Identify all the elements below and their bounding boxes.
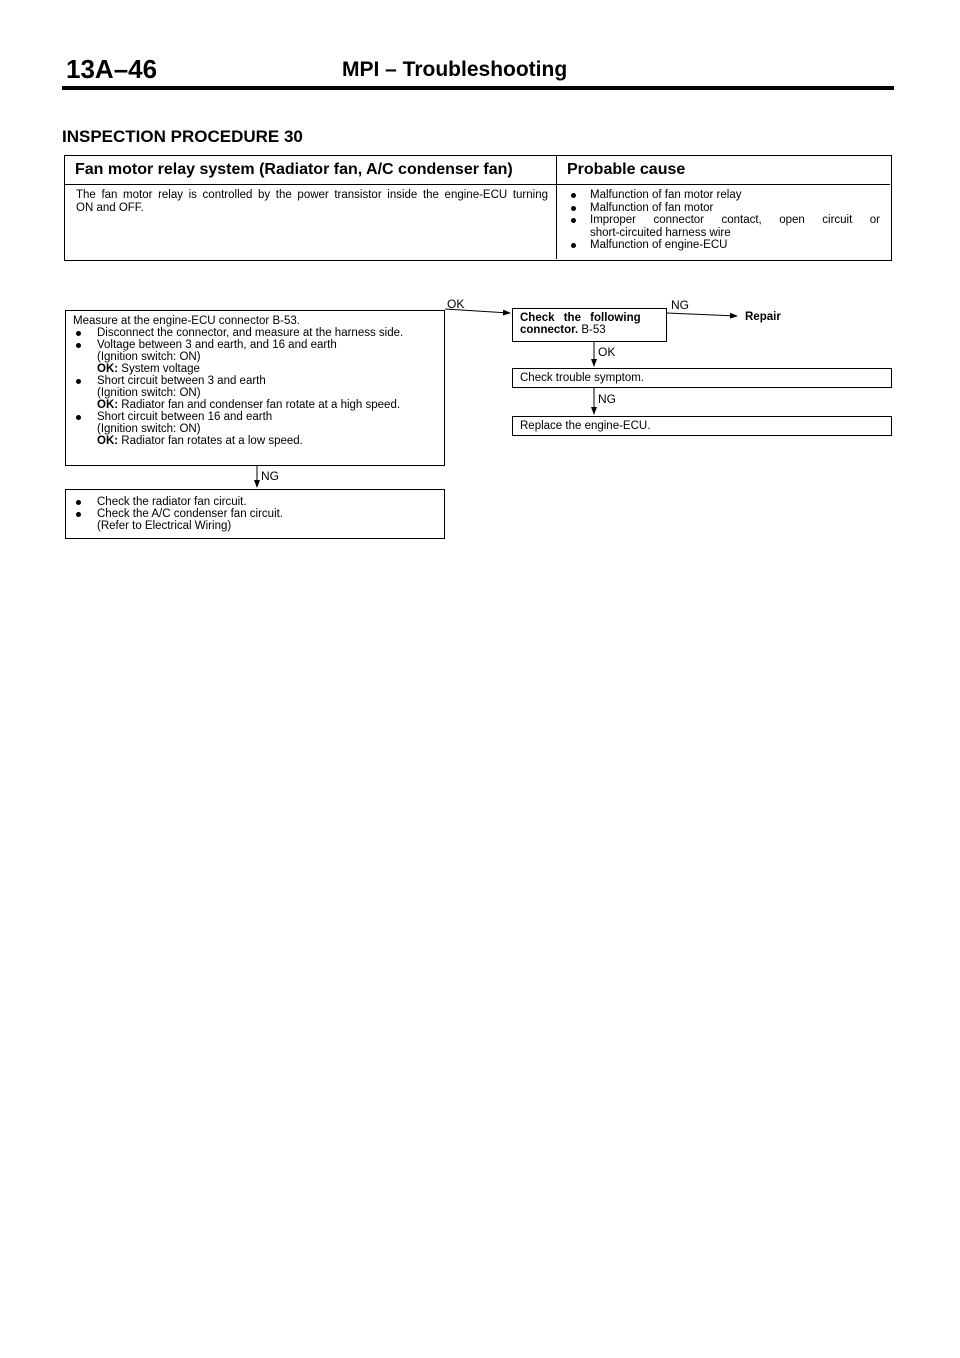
bullet-icon: [76, 500, 81, 505]
measure-ok: OK: System voltage: [97, 363, 200, 375]
connector-check-line: Check the following: [520, 312, 641, 324]
ng-label: NG: [598, 392, 616, 406]
cause-item: Malfunction of fan motor: [567, 202, 880, 215]
cause-continuation: short-circuited harness wire: [590, 226, 731, 239]
check-item: Check the A/C condenser fan circuit.: [73, 508, 438, 520]
bullet-icon: [76, 331, 81, 336]
trouble-symptom-box: Check trouble symptom.: [512, 368, 892, 388]
cause-item: Malfunction of fan motor relay: [567, 189, 880, 202]
page-title: MPI – Troubleshooting: [342, 58, 568, 81]
replace-ecu-box: Replace the engine-ECU.: [512, 416, 892, 436]
measure-step: Short circuit between 3 and earth: [73, 375, 438, 387]
bullet-icon: [76, 415, 81, 420]
wiring-note: (Refer to Electrical Wiring): [97, 520, 232, 532]
bullet-icon: [76, 343, 81, 348]
measure-step: Voltage between 3 and earth, and 16 and earth: [73, 339, 438, 351]
cause-item: Improper connector contact, open circuit or: [567, 214, 880, 227]
measure-condition: (Ignition switch: ON): [97, 387, 201, 399]
bullet-icon: [76, 379, 81, 384]
description-line: The fan motor relay is controlled by the power transistor inside the engine-ECU turning: [76, 189, 548, 201]
measure-heading: Measure at the engine-ECU connector B-53.: [73, 315, 300, 327]
ok-label: OK: [447, 297, 465, 311]
measure-condition: (Ignition switch: ON): [97, 423, 201, 435]
ng-label: NG: [261, 469, 279, 483]
page-number: 13A–46: [66, 54, 158, 84]
measure-condition: (Ignition switch: ON): [97, 351, 201, 363]
probable-cause-heading: Probable cause: [557, 156, 890, 185]
check-item: Check the radiator fan circuit.: [73, 496, 438, 508]
measure-step: Disconnect the connector, and measure at the harness side.: [73, 327, 438, 339]
radiator-check-box: [65, 489, 445, 539]
measure-ok: OK: Radiator fan rotates at a low speed.: [97, 435, 303, 447]
description-line: ON and OFF.: [76, 202, 144, 214]
cause-item: Malfunction of engine-ECU: [567, 239, 880, 252]
connector-check-box: [512, 308, 667, 342]
measure-step: Short circuit between 16 and earth: [73, 411, 438, 423]
ng-label: NG: [671, 298, 689, 312]
ng-arrow: [667, 313, 737, 316]
measure-box: [65, 310, 445, 466]
measure-ok: OK: Radiator fan and condenser fan rotate at a high speed.: [97, 399, 401, 411]
repair-label: Repair: [745, 311, 781, 323]
section-title: INSPECTION PROCEDURE 30: [62, 127, 303, 146]
connector-check-line: connector. B-53: [520, 324, 606, 336]
ok-label: OK: [598, 345, 616, 359]
symptom-heading: Fan motor relay system (Radiator fan, A/C condenser fan): [65, 156, 557, 185]
bullet-icon: [76, 512, 81, 517]
